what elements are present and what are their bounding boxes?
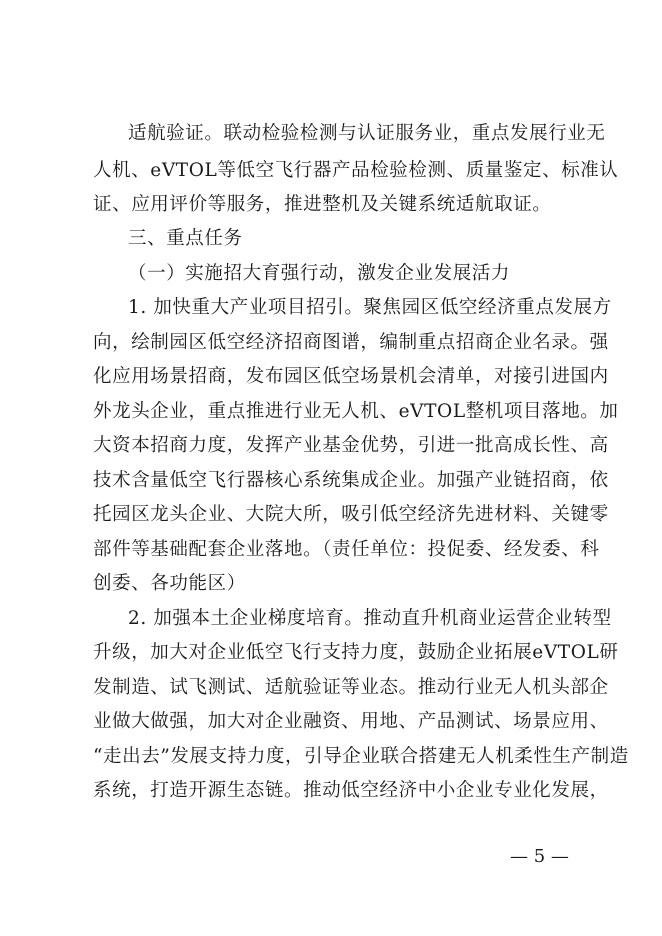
text-line: 部件等基础配套企业落地。（责任单位：投促委、经发委、科 xyxy=(93,539,600,560)
text-line: 大资本招商力度，发挥产业基金优势，引进一批高成长性、高 xyxy=(93,435,609,456)
text-line: 创委、各功能区） xyxy=(93,573,246,594)
text-line: 适航验证。联动检验检测与认证服务业，重点发展行业无 xyxy=(128,123,606,144)
text-line: 系统，打造开源生态链。推动低空经济中小企业专业化发展， xyxy=(93,780,609,801)
text-line: “走出去”发展支持力度，引导企业联合搭建无人机柔性生产制造 xyxy=(93,746,629,767)
page-number: — 5 — xyxy=(510,846,569,867)
subsection-heading: （一）实施招大育强行动，激发企业发展活力 xyxy=(128,263,511,284)
text-line: 发制造、试飞测试、适航验证等业态。推动行业无人机头部企 xyxy=(93,677,609,698)
text-line: 托园区龙头企业、大院大所，吸引低空经济先进材料、关键零 xyxy=(93,504,609,525)
text-line: 升级，加大对企业低空飞行支持力度，鼓励企业拓展eVTOL研 xyxy=(93,642,619,663)
text-line: 技术含量低空飞行器核心系统集成企业。加强产业链招商，依 xyxy=(93,470,609,491)
text-line: 化应用场景招商，发布园区低空场景机会清单，对接引进国内 xyxy=(93,366,609,387)
text-line: 向，绘制园区低空经济招商图谱，编制重点招商企业名录。强 xyxy=(93,332,609,353)
section-heading: 三、重点任务 xyxy=(128,228,243,249)
text-line: 证、应用评价等服务，推进整机及关键系统适航取证。 xyxy=(93,194,552,215)
text-line: 1. 加快重大产业项目招引。聚焦园区低空经济重点发展方 xyxy=(128,297,612,318)
text-line: 业做大做强，加大对企业融资、用地、产品测试、场景应用、 xyxy=(93,711,609,732)
text-line: 外龙头企业，重点推进行业无人机、eVTOL整机项目落地。加 xyxy=(93,401,619,422)
text-line: 人机、eVTOL等低空飞行器产品检验检测、质量鉴定、标准认 xyxy=(93,160,619,181)
text-line: 2. 加强本土企业梯度培育。推动直升机商业运营企业转型 xyxy=(128,608,612,629)
